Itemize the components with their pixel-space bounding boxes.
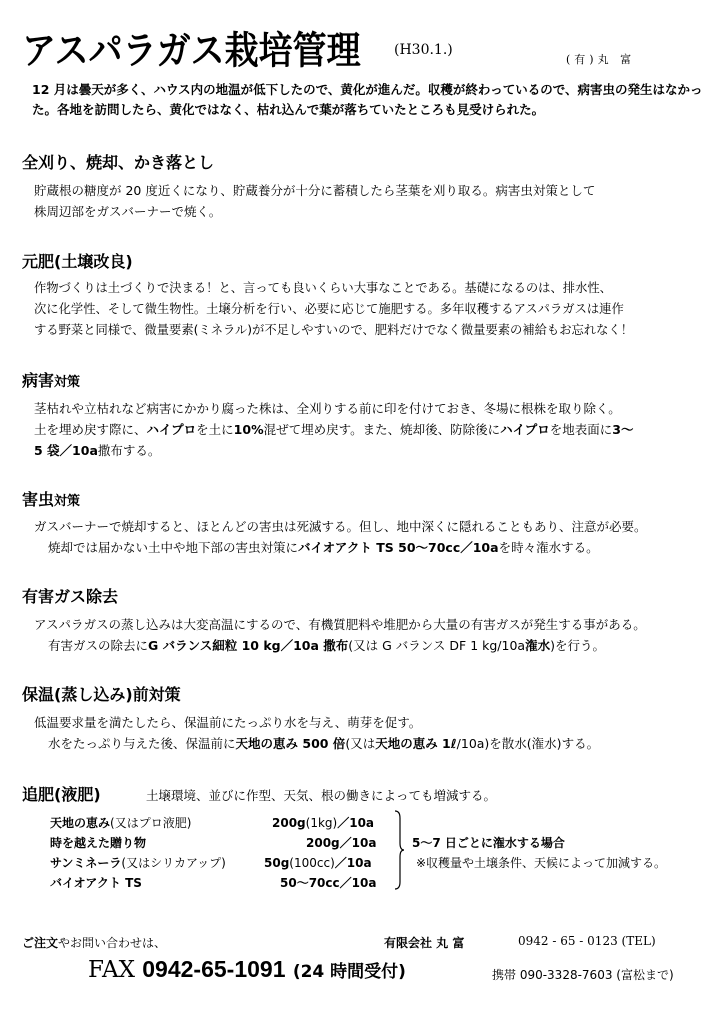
- body-line: [34, 537, 714, 558]
- body-line: [34, 733, 714, 754]
- text: (又は G バランス DF 1 kg/10a: [348, 638, 526, 653]
- product-dose: バイオアクト TS 50～70cc／10a: [298, 540, 499, 555]
- section-body-pre-heating: [34, 712, 714, 754]
- amount: 5 袋／10a: [34, 443, 98, 458]
- title-main: 病害: [22, 371, 55, 390]
- amount: 50g: [264, 856, 290, 870]
- section-body-base-fertilizer: [34, 278, 714, 341]
- fertilizer-name: 時を越えた贈り物: [50, 836, 147, 850]
- rate: ／10a: [339, 836, 377, 850]
- mobile-number[interactable]: 携帯 090-3328-7603 (富松まで): [492, 968, 674, 982]
- body-line: する野菜と同様で、微量要素(ミネラル)が不足しやすいので、肥料だけでなく微量要素の補給もお忘れなく！: [34, 323, 633, 337]
- section-title-disease: [22, 368, 80, 391]
- amount: 50～70cc: [280, 876, 340, 890]
- text: )を行う。: [550, 638, 605, 653]
- rate: ／10a: [334, 856, 372, 870]
- phone-number[interactable]: 0942 - 65 - 0123 (TEL): [518, 934, 656, 948]
- intro-paragraph: 12 月は曇天が多く、ハウス内の地温が低下したので、黄化が進んだ。収穫が終わっているので、病害虫の発生はなかった。各地を訪問したら、黄化ではなく、枯れ込んで葉が落ちていたところも見受けられた。: [32, 82, 703, 117]
- section-title-pre-heating: 保温(蒸し込み)前対策: [22, 685, 181, 704]
- fertilizer-alt: (又はシリカアップ): [121, 856, 226, 870]
- fertilizer-row-amount: [264, 854, 372, 871]
- header-company: (有)丸 富: [566, 53, 636, 66]
- fertilizer-name: バイオアクト TS: [50, 876, 142, 890]
- title-main: 害虫: [22, 490, 55, 509]
- body-line: [34, 635, 714, 656]
- application-remark: ※収穫量や土壌条件、天候によって加減する。: [416, 856, 667, 870]
- fertilizer-name: サンミネーラ: [50, 856, 122, 870]
- fertilizer-row: [50, 814, 191, 831]
- body-line: 貯蔵根の糖度が 20 度近くになり、貯蔵養分が十分に蓄積したら茎葉を刈り取る。病害虫対策として: [34, 183, 596, 198]
- text: /10a)を散水(潅水)する。: [456, 736, 600, 751]
- amount-alt: (1kg): [305, 816, 338, 830]
- body-line: 低温要求量を満たしたら、保温前にたっぷり水を与え、萌芽を促す。: [34, 715, 422, 730]
- section-title-gas-removal: 有害ガス除去: [22, 587, 119, 606]
- body-line: アスパラガスの蒸し込みは大変高温にするので、有機質肥料や堆肥から大量の有害ガスが発生する事がある。: [34, 617, 646, 632]
- fax-line: [88, 956, 406, 983]
- section-body-pests: [34, 516, 714, 558]
- body-line: 次に化学性、そして微生物性。土壌分析を行い、必要に応じて施肥する。多年収穫するアスパラガスは連作: [34, 302, 624, 316]
- fertilizer-row: [50, 854, 226, 871]
- interval-text: 5～7 日ごとに潅水する場合: [412, 836, 565, 850]
- top-dressing-note: 土壌環境、並びに作型、天気、根の働きによっても増減する。: [146, 788, 497, 803]
- section-body-gas-removal: [34, 614, 714, 656]
- right-brace-icon: [394, 810, 404, 890]
- body-line: 株周辺部をガスバーナーで焼く。: [34, 204, 222, 219]
- issue-date: (H30.1.): [394, 42, 453, 58]
- text: を時々潅水する。: [498, 540, 599, 555]
- fertilizer-row-amount: [306, 834, 376, 851]
- section-title-base-fertilizer: 元肥(土壌改良): [22, 252, 133, 271]
- fertilizer-row: [50, 874, 142, 891]
- section-title-cutting: 全刈り、焼却、かき落とし: [22, 153, 215, 172]
- product-name: ハイプロ: [146, 422, 197, 437]
- text: 混ぜて埋め戻す。また、焼却後、防除後に: [263, 422, 501, 437]
- amount: 200g: [306, 836, 340, 850]
- order-inquiry-label: [22, 934, 166, 951]
- product-dilution: 天地の恵み 500 倍: [235, 736, 346, 751]
- footer-company: 有限会社 丸 富: [384, 936, 465, 950]
- fax-hours: (24 時間受付): [292, 962, 406, 982]
- text: やお問い合わせは、: [58, 936, 167, 950]
- title-suffix: 対策: [54, 494, 81, 509]
- section-title-top-dressing: 追肥(液肥): [22, 785, 101, 804]
- section-body-cutting: [34, 180, 714, 222]
- title-suffix: 対策: [54, 375, 81, 390]
- body-line: [34, 440, 714, 461]
- fertilizer-alt: (又はプロ液肥): [110, 816, 192, 830]
- product-dose: 天地の恵み 1ℓ: [375, 736, 457, 751]
- section-title-pests: [22, 487, 80, 510]
- body-line: 作物づくりは土づくりで決まる！と、言っても良いくらい大事なことである。基礎になるのは、排水性、: [34, 281, 612, 295]
- body-line: 茎枯れや立枯れなど病害にかかり腐った株は、全刈りする前に印を付けておき、冬場に根株を取り除く。: [34, 401, 621, 416]
- amount: 3～: [612, 422, 634, 437]
- fertilizer-row-amount: [272, 814, 374, 831]
- text: を土に: [196, 422, 234, 437]
- fax-number[interactable]: 0942-65-1091: [142, 956, 286, 982]
- section-body-disease: [34, 398, 714, 461]
- fertilizer-row-amount: [280, 874, 376, 891]
- product-dose: G バランス細粒 10 kg／10a 撒布: [148, 638, 349, 653]
- text: を地表面に: [549, 422, 613, 437]
- text: 水をたっぷり与えた後、保温前に: [48, 736, 236, 751]
- fax-label: FAX: [88, 957, 135, 983]
- text: 焼却では届かない土中や地下部の害虫対策に: [48, 540, 299, 555]
- rate: ／10a: [339, 876, 377, 890]
- product-name: ハイプロ: [500, 422, 550, 437]
- text: (又は: [345, 736, 376, 751]
- application-interval: [412, 834, 565, 851]
- text: 土を埋め戻す際に、: [34, 422, 147, 437]
- method: 潅水: [525, 638, 551, 653]
- text: ご注文: [22, 936, 59, 950]
- mix-ratio: 10%: [233, 422, 264, 437]
- rate: ／10a: [337, 816, 375, 830]
- body-line: ガスバーナーで焼却すると、ほとんどの害虫は死滅する。但し、地中深くに隠れることもあり、注意が必要。: [34, 519, 647, 534]
- page-title: アスパラガス栽培管理: [22, 28, 361, 74]
- text: 有害ガスの除去に: [48, 638, 149, 653]
- body-line: [34, 419, 714, 440]
- text: 撒布する。: [97, 443, 161, 458]
- amount-alt: (100cc): [289, 856, 335, 870]
- amount: 200g: [272, 816, 306, 830]
- fertilizer-name: 天地の恵み: [50, 816, 111, 830]
- fertilizer-row: [50, 834, 146, 851]
